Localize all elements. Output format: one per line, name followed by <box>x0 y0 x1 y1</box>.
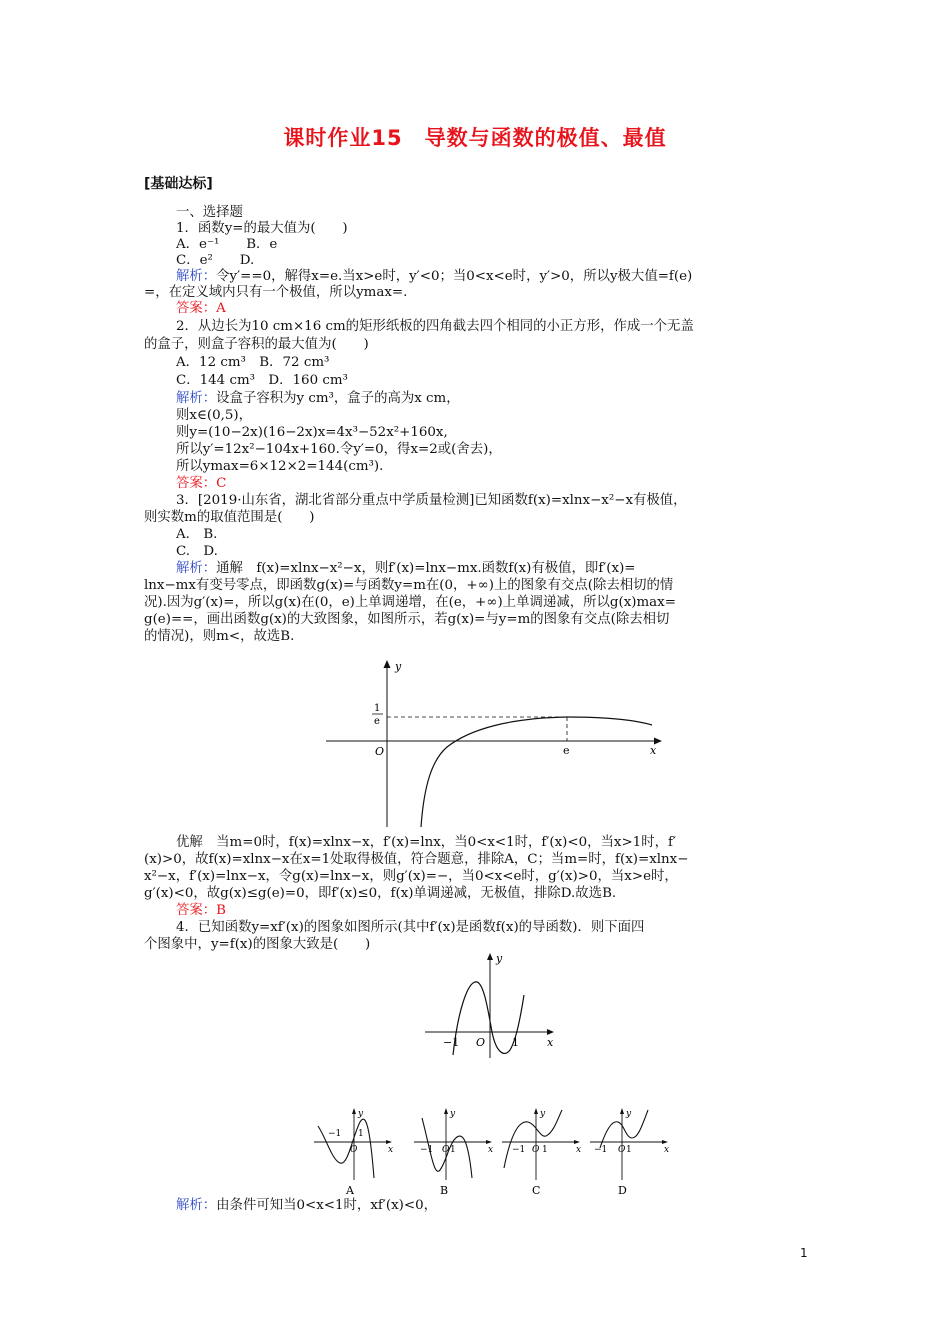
svg-text:1: 1 <box>358 1129 364 1139</box>
section-heading: [基础达标] <box>144 176 213 192</box>
svg-text:1: 1 <box>450 1145 456 1155</box>
tick-pos1: 1 <box>512 1036 519 1049</box>
svg-text:x: x <box>664 1145 670 1155</box>
svg-text:1: 1 <box>626 1145 632 1155</box>
x-label: x <box>650 744 657 757</box>
analysis-label: 解析： <box>176 391 217 406</box>
q3-alt-solution-2: (x)>0，故f(x)=xlnx−x在x=1处取得极值，符合题意，排除A，C；当m=时，f(x)=xlnx− <box>144 852 689 867</box>
option-c-label: C <box>532 1184 541 1196</box>
q2-analysis-3: 则y=(10−2x)(16−2x)x=4x³−52x²+160x, <box>176 425 448 440</box>
option-c-graph <box>502 1108 581 1196</box>
q2-analysis: 解析：设盒子容积为y cm³，盒子的高为x cm， <box>176 391 460 406</box>
x-tick-e: e <box>563 744 570 757</box>
subheading: 一、选择题 <box>176 205 243 220</box>
page-title: 课时作业15 导数与函数的极值、最值 <box>283 126 667 150</box>
origin-label: O <box>375 745 385 758</box>
x-axis-arrow <box>547 1029 554 1035</box>
q2-stem: 2．从边长为10 cm×16 cm的矩形纸板的四角截去四个相同的小正方形，作成一个无盖 <box>176 319 694 334</box>
option-b-label: B <box>440 1184 449 1196</box>
q2-analysis-2: 则x∈(0,5)， <box>176 408 252 423</box>
q4-analysis: 解析：由条件可知当0<x<1时，xf′(x)<0， <box>176 1198 438 1213</box>
analysis-label: 解析： <box>176 269 217 284</box>
option-b-graph <box>414 1108 493 1196</box>
option-a-graph <box>314 1108 393 1196</box>
tick-numerator: 1 <box>374 703 381 714</box>
q1-options-cd: C．e² D. <box>176 253 255 268</box>
option-a-label: A <box>346 1184 354 1196</box>
q3-analysis: 解析：通解 f(x)=xlnx−x²−x，则f′(x)=lnx−mx.函数f(x)有极值，即f′(x)= <box>176 561 636 576</box>
q1-analysis: 解析：令y′==0，解得x=e.当x>e时，y′<0；当0<x<e时，y′>0，所以y极大值=f(e) <box>176 269 693 284</box>
origin-label: O <box>476 1036 486 1049</box>
page-number: 1 <box>800 1246 808 1260</box>
tick-denominator: e <box>374 716 380 727</box>
q4-option-graphs <box>310 1108 700 1196</box>
svg-text:y: y <box>450 1109 456 1119</box>
svg-text:y: y <box>626 1109 632 1119</box>
svg-text:x: x <box>388 1145 394 1155</box>
q3-stem: 3．[2019·山东省，湖北省部分重点中学质量检测]已知函数f(x)=xlnx−x²−x有极值， <box>176 493 687 508</box>
analysis-label: 解析： <box>176 1198 217 1213</box>
q3-analysis-5: 的情况)，则m<，故选B. <box>144 629 295 644</box>
q1-stem: 1．函数y=的最大值为( ) <box>176 221 348 236</box>
q3-alt-solution-4: g′(x)<0，故g(x)≤g(e)=0，即f′(x)≤0，f(x)单调递减，无极值，排除D.故选B. <box>144 886 617 901</box>
q4-stem: 4．已知函数y=xf′(x)的图象如图所示(其中f′(x)是函数f(x)的导函数)．则下面四 <box>176 920 645 935</box>
q1-analysis-cont: =，在定义域内只有一个极值，所以ymax=. <box>144 285 408 300</box>
svg-text:O: O <box>350 1145 358 1155</box>
q3-alt-solution-3: x²−x，f′(x)=lnx−x，令g(x)=lnx−x，则g′(x)=−，当0<x<e时，g′(x)>0，当x>e时， <box>144 869 678 884</box>
option-d-graph <box>590 1108 669 1196</box>
svg-text:y: y <box>540 1109 546 1119</box>
q3-analysis-3: 况).因为g′(x)=，所以g(x)在(0，e)上单调递增，在(e，+∞)上单调递减，所以g(x)max= <box>144 595 676 610</box>
q3-stem-cont: 则实数m的取值范围是( ) <box>144 510 315 525</box>
y-label: y <box>496 952 503 965</box>
svg-text:O: O <box>532 1145 540 1155</box>
q3-function-graph <box>320 655 670 830</box>
q3-analysis-4: g(e)==，画出函数g(x)的大致图象，如图所示，若g(x)=与y=m的图象有交点(除去相切 <box>144 612 670 627</box>
svg-text:−1: −1 <box>328 1129 342 1139</box>
q4-main-graph <box>420 950 560 1060</box>
q3-alt-solution: 优解 当m=0时，f(x)=xlnx−x，f′(x)=lnx，当0<x<1时，f′(x)<0，当x>1时，f′ <box>176 835 676 850</box>
y-label: y <box>395 660 402 673</box>
q3-options-cd: C. D. <box>176 544 218 559</box>
y-axis-arrow <box>384 660 391 668</box>
q4-stem-cont: 个图象中，y=f(x)的图象大致是( ) <box>144 937 371 952</box>
svg-text:1: 1 <box>542 1145 548 1155</box>
q2-analysis-5: 所以ymax=6×12×2=144(cm³). <box>176 459 384 474</box>
analysis-label: 解析： <box>176 561 217 576</box>
x-label: x <box>547 1036 554 1049</box>
g-curve <box>421 717 652 827</box>
y-axis-arrow <box>487 953 493 960</box>
q3-answer: 答案：B <box>176 903 227 918</box>
svg-text:−1: −1 <box>420 1145 434 1155</box>
option-d-label: D <box>618 1184 627 1196</box>
q3-options-ab: A. B. <box>176 527 218 542</box>
svg-text:y: y <box>358 1109 364 1119</box>
q2-analysis-4: 所以y′=12x²−104x+160.令y′=0，得x=2或(舍去)， <box>176 442 502 457</box>
tick-neg1: −1 <box>443 1036 460 1049</box>
q2-options-cd: C．144 cm³ D．160 cm³ <box>176 373 348 388</box>
svg-text:O: O <box>442 1145 450 1155</box>
q2-options-ab: A．12 cm³ B．72 cm³ <box>176 355 330 370</box>
q1-options-ab: A．e⁻¹ B．e <box>176 237 278 252</box>
svg-text:−1: −1 <box>512 1145 526 1155</box>
q2-stem-cont: 的盒子，则盒子容积的最大值为( ) <box>144 337 369 352</box>
q1-answer: 答案：A <box>176 301 226 316</box>
q2-answer: 答案：C <box>176 476 227 491</box>
svg-text:x: x <box>576 1145 582 1155</box>
svg-text:x: x <box>488 1145 494 1155</box>
q3-analysis-2: lnx−mx有变号零点，即函数g(x)=与函数y=m在(0，+∞)上的图象有交点(除去相切的情 <box>144 578 674 593</box>
svg-text:O: O <box>618 1145 626 1155</box>
svg-text:−1: −1 <box>594 1145 608 1155</box>
